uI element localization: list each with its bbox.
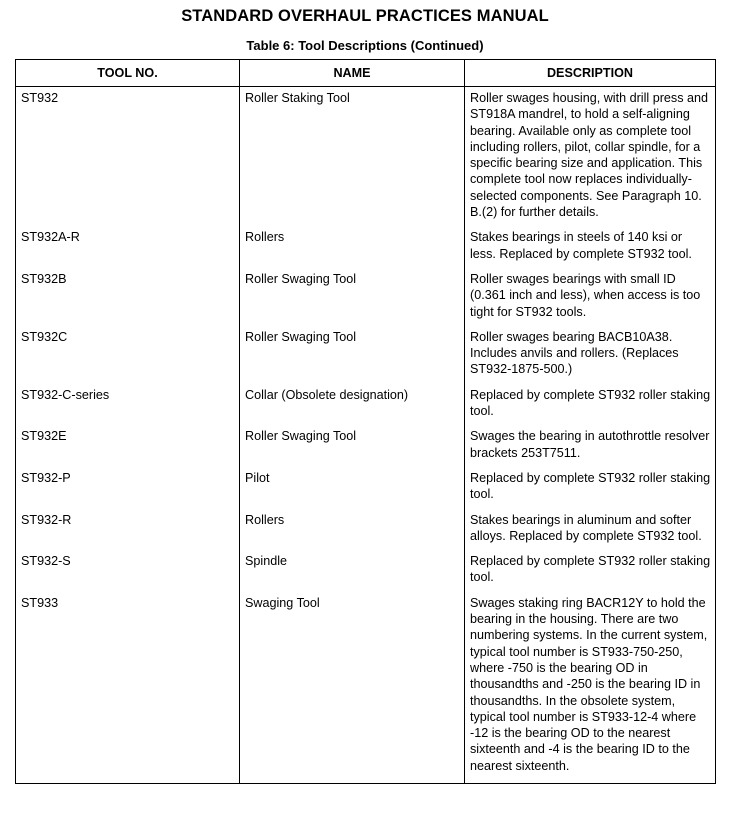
name-cell: Rollers bbox=[240, 226, 465, 268]
name-cell: Roller Swaging Tool bbox=[240, 326, 465, 384]
tool-no-cell: ST932-R bbox=[16, 509, 240, 551]
tool-no-cell: ST932A-R bbox=[16, 226, 240, 268]
description-cell: Replaced by complete ST932 roller staking tool. bbox=[465, 384, 716, 426]
tool-no-cell: ST932B bbox=[16, 268, 240, 326]
table-row bbox=[16, 87, 716, 227]
name-cell: Roller Swaging Tool bbox=[240, 268, 465, 326]
table-row bbox=[16, 509, 716, 551]
description-cell: Stakes bearings in aluminum and softer alloys. Replaced by complete ST932 tool. bbox=[465, 509, 716, 551]
name-cell: Roller Staking Tool bbox=[240, 87, 465, 227]
table-row bbox=[16, 384, 716, 426]
name-cell: Rollers bbox=[240, 509, 465, 551]
table-row bbox=[16, 326, 716, 384]
name-cell: Collar (Obsolete designation) bbox=[240, 384, 465, 426]
tool-no-cell: ST932-C-series bbox=[16, 384, 240, 426]
column-header-description: DESCRIPTION bbox=[465, 60, 716, 87]
table-row bbox=[16, 592, 716, 784]
table-row bbox=[16, 467, 716, 509]
name-cell: Spindle bbox=[240, 550, 465, 592]
table-row bbox=[16, 226, 716, 268]
name-cell: Swaging Tool bbox=[240, 592, 465, 784]
column-header-name: NAME bbox=[240, 60, 465, 87]
tool-no-cell: ST932-S bbox=[16, 550, 240, 592]
tool-no-cell: ST932E bbox=[16, 425, 240, 467]
column-header-tool-no: TOOL NO. bbox=[16, 60, 240, 87]
description-cell: Roller swages housing, with drill press and ST918A mandrel, to hold a self-aligning bearing. Available only as complete tool including rollers, pilot, collar spindle, for a specific bearing size and application. This complete tool now replaces individually-selected components. See Paragraph 10. B.(2) for further details. bbox=[465, 87, 716, 227]
tool-no-cell: ST932C bbox=[16, 326, 240, 384]
tool-no-cell: ST933 bbox=[16, 592, 240, 784]
description-cell: Roller swages bearing BACB10A38. Includes anvils and rollers. (Replaces ST932-1875-500.) bbox=[465, 326, 716, 384]
table-caption: Table 6: Tool Descriptions (Continued) bbox=[246, 38, 484, 53]
name-cell: Pilot bbox=[240, 467, 465, 509]
table-row bbox=[16, 268, 716, 326]
tool-descriptions-table bbox=[15, 59, 716, 784]
description-cell: Swages the bearing in autothrottle resolver brackets 253T7511. bbox=[465, 425, 716, 467]
table-header-row bbox=[16, 60, 716, 87]
name-cell: Roller Swaging Tool bbox=[240, 425, 465, 467]
page-title: STANDARD OVERHAUL PRACTICES MANUAL bbox=[181, 7, 549, 25]
table-row bbox=[16, 425, 716, 467]
description-cell: Swages staking ring BACR12Y to hold the bearing in the housing. There are two numbering systems. In the current system, typical tool number is ST933-750-250, where -750 is the bearing OD in thousandths and -250 is the bearing ID in thousandths. In the obsolete system, typical tool number is ST933-12-4 where -12 is the bearing OD to the nearest sixteenth and -4 is the bearing ID to the nearest sixteenth. bbox=[465, 592, 716, 784]
table-row bbox=[16, 550, 716, 592]
description-cell: Replaced by complete ST932 roller staking tool. bbox=[465, 550, 716, 592]
description-cell: Stakes bearings in steels of 140 ksi or less. Replaced by complete ST932 tool. bbox=[465, 226, 716, 268]
tool-no-cell: ST932 bbox=[16, 87, 240, 227]
tool-no-cell: ST932-P bbox=[16, 467, 240, 509]
description-cell: Replaced by complete ST932 roller staking tool. bbox=[465, 467, 716, 509]
description-cell: Roller swages bearings with small ID (0.361 inch and less), when access is too tight for ST932 tools. bbox=[465, 268, 716, 326]
